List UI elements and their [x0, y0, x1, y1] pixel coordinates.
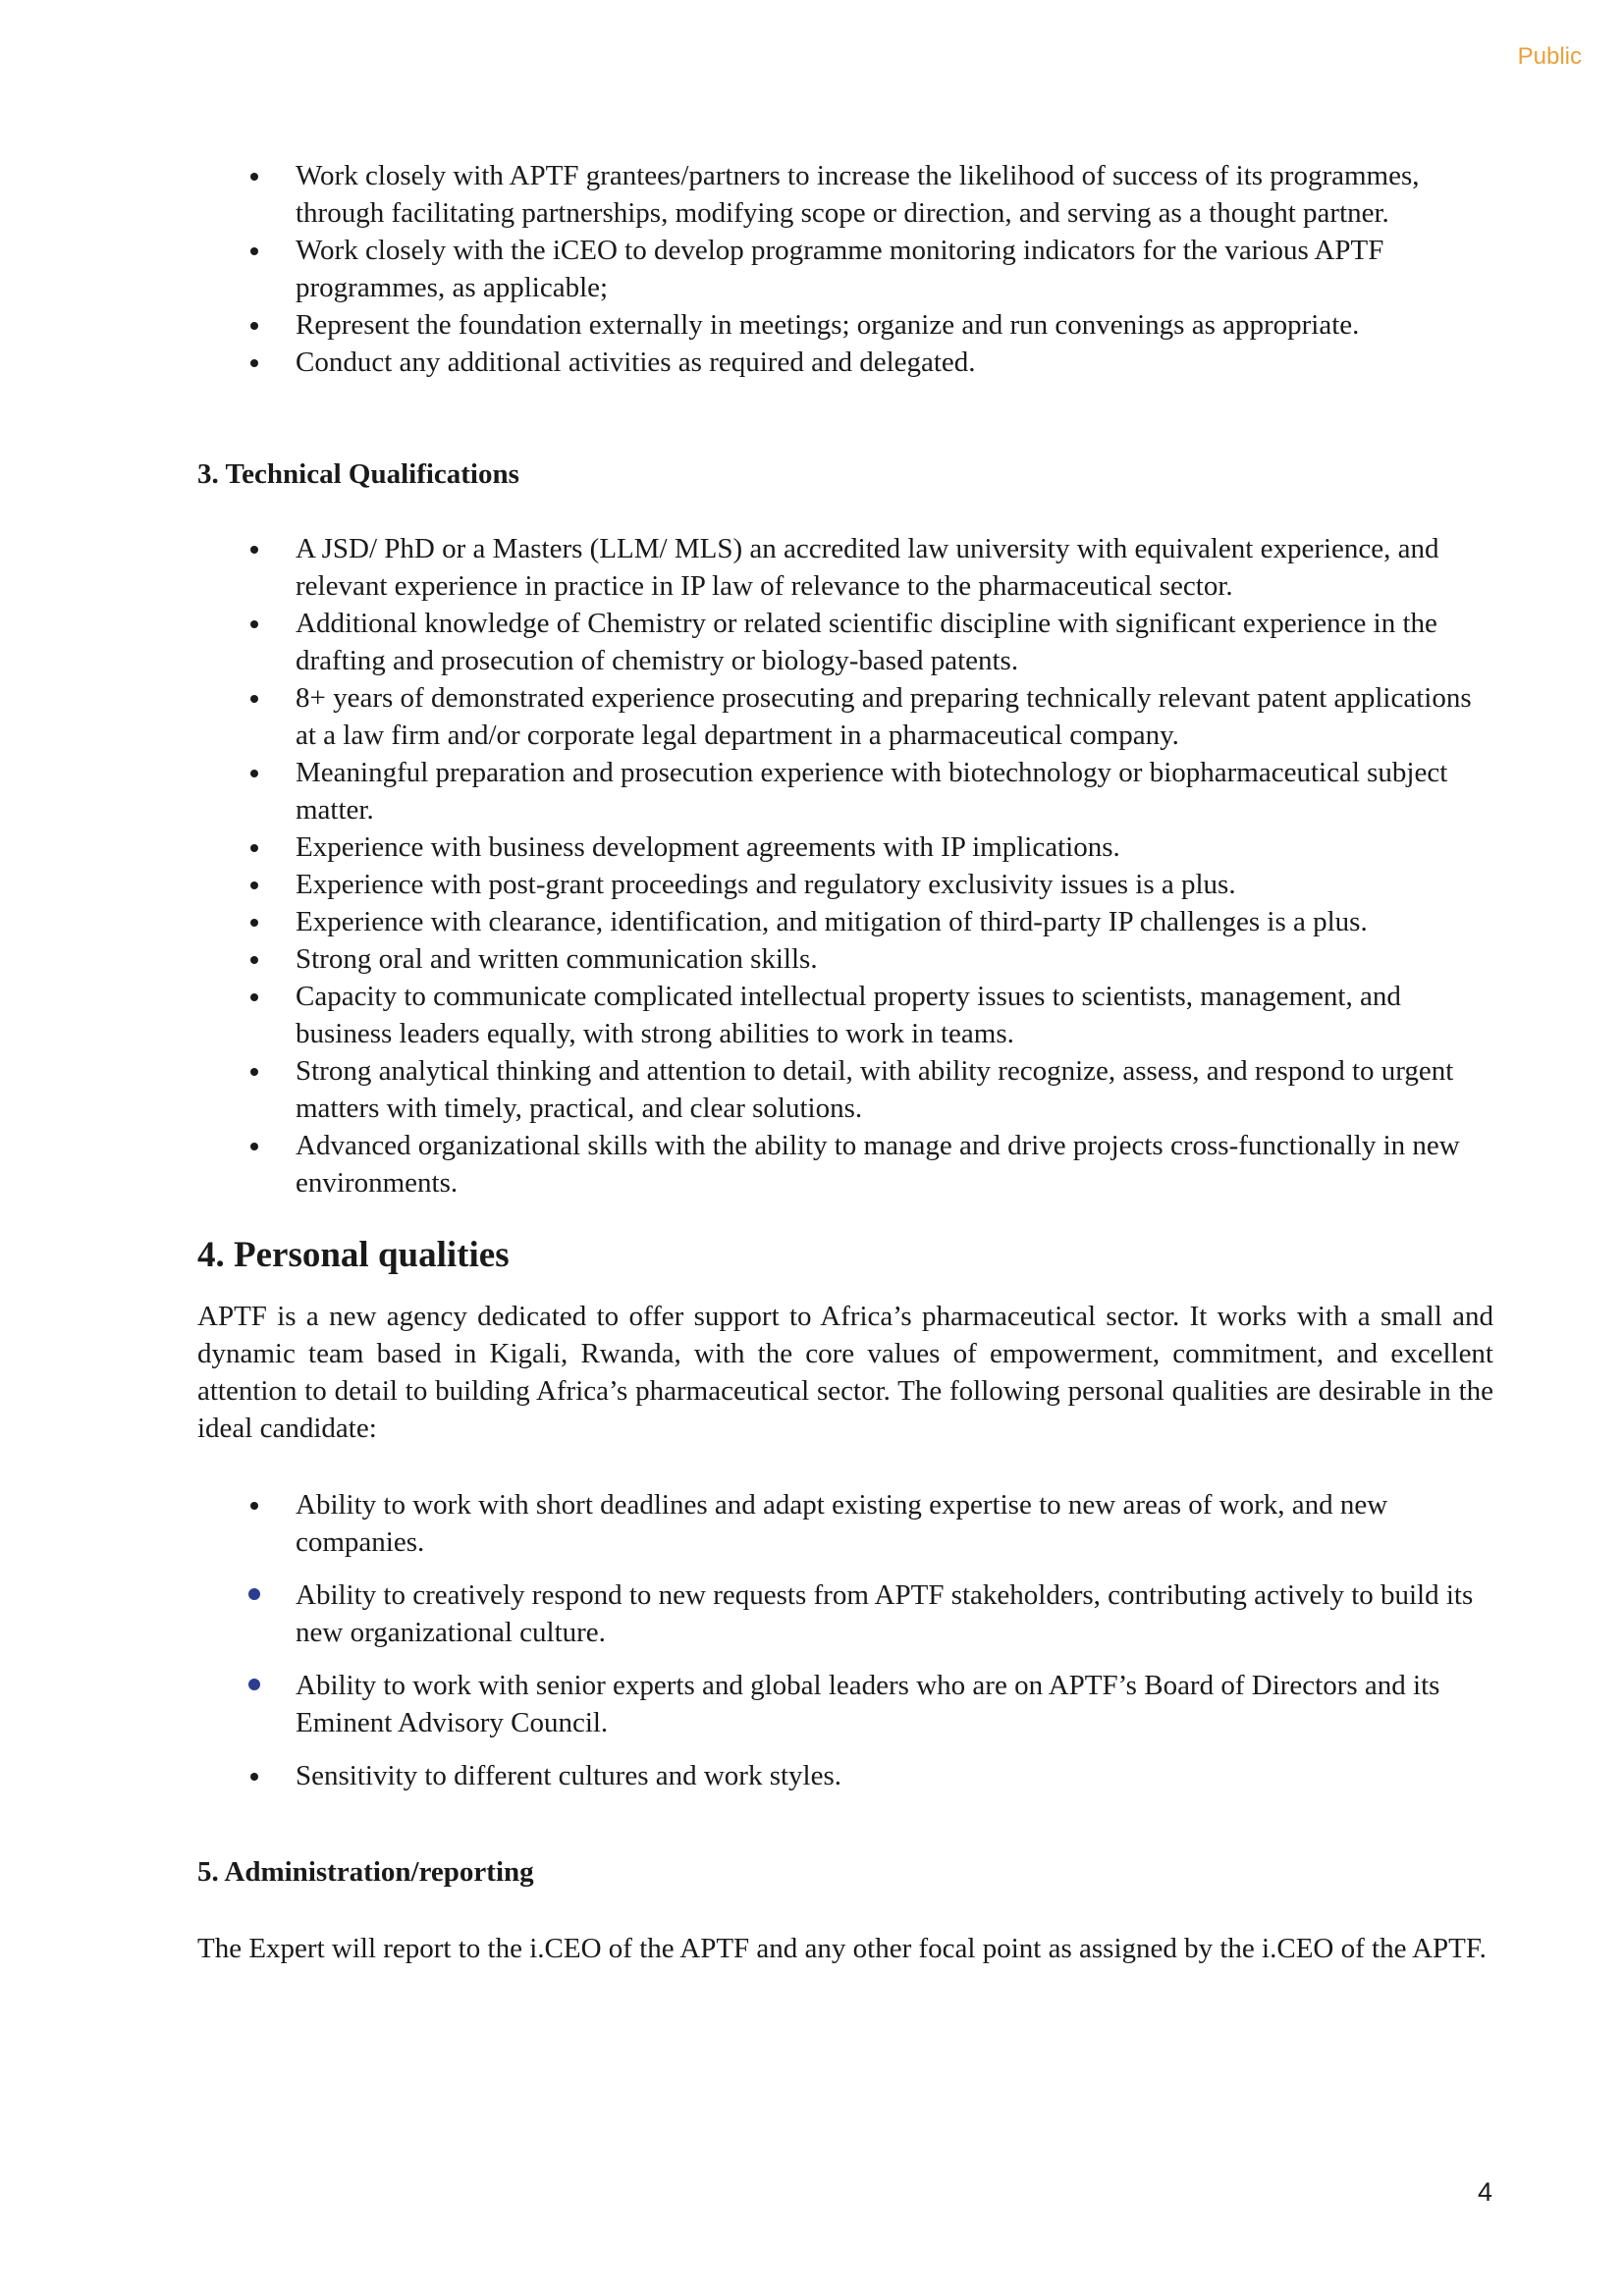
list-item: Experience with post-grant proceedings and regulatory exclusivity issues is a plus. [197, 866, 1493, 903]
personal-qualities-list [197, 1486, 1493, 1794]
list-item: Strong oral and written communication skills. [197, 940, 1493, 978]
list-item: Ability to work with short deadlines and adapt existing expertise to new areas of work, and new companies. [197, 1486, 1493, 1561]
page-number: 4 [1477, 2177, 1492, 2207]
administration-text: The Expert will report to the i.CEO of the APTF and any other focal point as assigned by the i.CEO of the APTF. [197, 1933, 1487, 1964]
classification-label: Public [1517, 43, 1582, 70]
personal-qualities-intro: APTF is a new agency dedicated to offer support to Africa’s pharmaceutical sector. It works with a small and dynamic team based in Kigali, Rwanda, with the core values of empowerment, commitment, and excellent attention to detail to building Africa’s pharmaceutical sector. The following personal qualities are desirable in the ideal candidate: [197, 1301, 1493, 1444]
document-body [197, 157, 1493, 1967]
list-item: Additional knowledge of Chemistry or related scientific discipline with significant experience in the drafting and prosecution of chemistry or biology-based patents. [197, 605, 1493, 679]
list-item: 8+ years of demonstrated experience prosecuting and preparing technically relevant patent applications at a law firm and/or corporate legal department in a pharmaceutical company. [197, 679, 1493, 754]
list-item: Strong analytical thinking and attention to detail, with ability recognize, assess, and respond to urgent matters with timely, practical, and clear solutions. [197, 1052, 1493, 1127]
list-item: Sensitivity to different cultures and work styles. [197, 1757, 1493, 1794]
list-item: Capacity to communicate complicated intellectual property issues to scientists, management, and business leaders equally, with strong abilities to work in teams. [197, 978, 1493, 1052]
list-item: Work closely with the iCEO to develop programme monitoring indicators for the various APTF programmes, as applicable; [197, 232, 1493, 306]
list-item: Ability to creatively respond to new requests from APTF stakeholders, contributing actively to build its new organizational culture. [197, 1576, 1493, 1651]
list-item: Ability to work with senior experts and global leaders who are on APTF’s Board of Directors and its Eminent Advisory Council. [197, 1667, 1493, 1741]
list-item: Meaningful preparation and prosecution experience with biotechnology or biopharmaceutical subject matter. [197, 754, 1493, 828]
list-item: Work closely with APTF grantees/partners to increase the likelihood of success of its programmes, through facilitating partnerships, modifying scope or direction, and serving as a thought partner. [197, 157, 1493, 232]
technical-qualifications-list [197, 530, 1493, 1201]
list-item: Experience with business development agreements with IP implications. [197, 828, 1493, 866]
list-item: Experience with clearance, identification, and mitigation of third-party IP challenges is a plus. [197, 903, 1493, 940]
section-heading-administration: 5. Administration/reporting [197, 1856, 534, 1888]
list-item: A JSD/ PhD or a Masters (LLM/ MLS) an accredited law university with equivalent experience, and relevant experience in practice in IP law of relevance to the pharmaceutical sector. [197, 530, 1493, 605]
responsibilities-list [197, 157, 1493, 381]
section-heading-personal-qualities: 4. Personal qualities [197, 1235, 510, 1275]
list-item: Conduct any additional activities as required and delegated. [197, 344, 1493, 381]
list-item: Represent the foundation externally in meetings; organize and run convenings as appropriate. [197, 306, 1493, 344]
list-item: Advanced organizational skills with the ability to manage and drive projects cross-functionally in new environments. [197, 1127, 1493, 1201]
section-heading-technical-qualifications: 3. Technical Qualifications [197, 458, 519, 490]
